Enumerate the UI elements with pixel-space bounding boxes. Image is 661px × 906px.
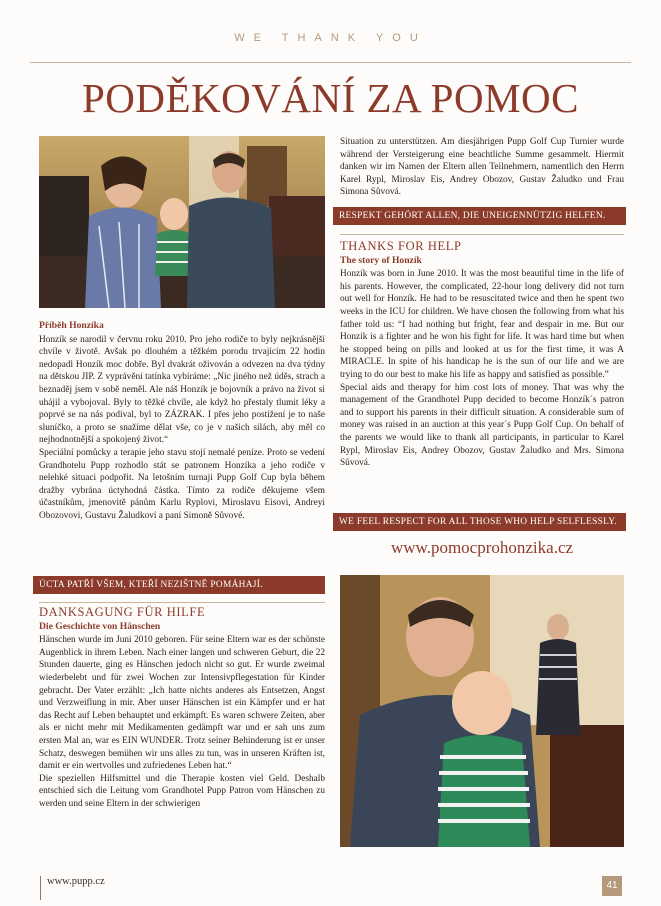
- german-continued-text: Situation zu unterstützen. Am diesjährigen Pupp Golf Cup Turnier wurde während der Versteigerung eine beachtliche Summe gesammelt. Hiermit danken wir im Namen der Eltern allen Teilnehmern, namentlich den Herrn Karel Rypl, Miroslav Eis, Andrey Obozov, Gustav Žaludko und Frau Simona Sůvová.: [340, 137, 624, 198]
- czech-subhead: Příběh Honzíka: [39, 320, 104, 331]
- german-divider: [39, 602, 325, 603]
- website-link[interactable]: www.pomocprohonzika.cz: [390, 538, 574, 557]
- german-body-2: Die speziellen Hilfsmittel und die Therapie kosten viel Geld. Deshalb entschied sich die Leitung vom Grandhotel Pupp Patron vom Hänschen zu werden und seine Eltern in der schwierigen: [39, 773, 325, 809]
- footer-url[interactable]: www.pupp.cz: [47, 876, 105, 887]
- czech-banner: ÚCTA PATŘÍ VŠEM, KTEŘÍ NEZIŠTNĚ POMÁHAJÍ.: [33, 576, 325, 594]
- page-number: 41: [602, 876, 622, 896]
- german-title: DANKSAGUNG FÜR HILFE: [39, 605, 206, 619]
- footer-rule: [40, 876, 41, 900]
- german-banner: RESPEKT GEHÖRT ALLEN, DIE UNEIGENNÜTZIG HELFEN.: [333, 207, 626, 225]
- czech-body: Honzík se narodil v červnu roku 2010. Pro jeho rodiče to byly nejkrásnější chvíle v životě. Avšak po dlouhém a těžkém porodu trvajícím 22 hodin nedopadl Honzík moc dobře. Byl dvakrát oživován a odvezen na dva týdny na dětskou JIP. Z vyprávění tatínka vybíráme: „Nic jiného než úděs, strach a beznaděj jsem v sobě neměl. Ale náš Honzík je bojovník a právo na život si uhájil a vybojoval. Byly to těžké chvíle, ale když ho přestaly tlumit léky a poprvé se na nás podíval, byl to ZÁZRAK. I přes jeho postižení je to naše sluníčko, a proto se snažíme dělat vše, co je v našich silách, aby měl co nejhodnotnější a spokojený život.“: [39, 334, 325, 446]
- english-body: Honzík was born in June 2010. It was the most beautiful time in the life of his parents. However, the complicated, 22-hour long delivery did not turn out well for Honzík. He had to be resuscitated twice and then he spent two weeks in the ICU for children. We have chosen the following from what his father told us: “I had nothing but fright, fear and despair in me. But our Honzík is a fighter and he won his fight for life. It was hard time but when he stopped being on pills and looked at us for the first time, it was A MIRACLE. In spite of his handicap he is the sun of our life and we are trying to do our best to make his life as happy and satisfied as possible.”: [340, 269, 624, 380]
- family-photo: [39, 136, 325, 308]
- czech-article: [39, 320, 325, 523]
- page-title: PODĚKOVÁNÍ ZA POMOC: [82, 75, 579, 121]
- english-divider: [340, 234, 624, 235]
- german-continued: [340, 136, 624, 199]
- english-body-2: Special aids and therapy for him cost lots of money. That was why the management of the Grandhotel Pupp decided to become Honzík´s patron and to support his parents in their difficult situation. A considerable sum of money was raised in an auction at this year´s Pupp Golf Cup. On behalf of the parents we would like to thank all participants, in particular to Karel Rypl, Miroslav Eis, Andrey Obozov, Gustav Žaludko and Mrs. Simona Sůvová.: [340, 382, 624, 469]
- czech-body-2: Speciální pomůcky a terapie jeho stavu stojí nemalé peníze. Proto se vedení Grandhotelu Pupp rozhodlo stát se patronem Honzíka a jeho rodiče v nelehké situaci podpořit. Na letošním turnaji Pupp Golf Cup byla během dražby vybrána úctyhodná částka. Tímto za rodiče děkujeme všem účastníkům, jmenovitě pánům Karlu Ryplovi, Miroslavu Eisovi, Andreyi Obozovovi, Gustavu Žaludkovi a paní Simoně Sůvové.: [39, 447, 325, 521]
- german-subhead: Die Geschichte von Hänschen: [39, 620, 161, 632]
- german-article: [39, 606, 325, 811]
- top-divider: [30, 62, 631, 63]
- english-subhead: The story of Honzík: [340, 254, 422, 266]
- english-title: THANKS FOR HELP: [340, 239, 462, 253]
- german-body: Hänschen wurde im Juni 2010 geboren. Für seine Eltern war es der schönste Augenblick in ihrem Leben. Nach einer langen und schweren Geburt, die 22 Stunden dauerte, ging es Hänschen jedoch nicht so gut. Er wurde zweimal wiederbelebt und für zwei Wochen zur Intensivpflegestation für Kinder gebracht. Der Vater erzählt: „Ich hatte nichts anderes als Entsetzen, Angst und Verzweiflung in mir. Aber unser Hänschen ist ein Kämpfer und er hat das Recht auf Leben behauptet und erkämpft. Es waren schwere Zeiten, aber als er nicht mehr mit Medikamenten gedämpft war und er sah uns zum ersten Mal an, war es EIN WUNDER. Trotz seiner Behinderung ist er unser Schatz, deswegen bemühen wir uns alles zu tun, was in unseren Kräften ist, damit er ein wertvolles und zufriedenes Leben hat.“: [39, 635, 325, 772]
- page-kicker: WE THANK YOU: [234, 32, 427, 44]
- english-banner: WE FEEL RESPECT FOR ALL THOSE WHO HELP SELFLESSLY.: [333, 513, 626, 531]
- english-article: [340, 240, 624, 470]
- father-son-photo: [340, 575, 624, 847]
